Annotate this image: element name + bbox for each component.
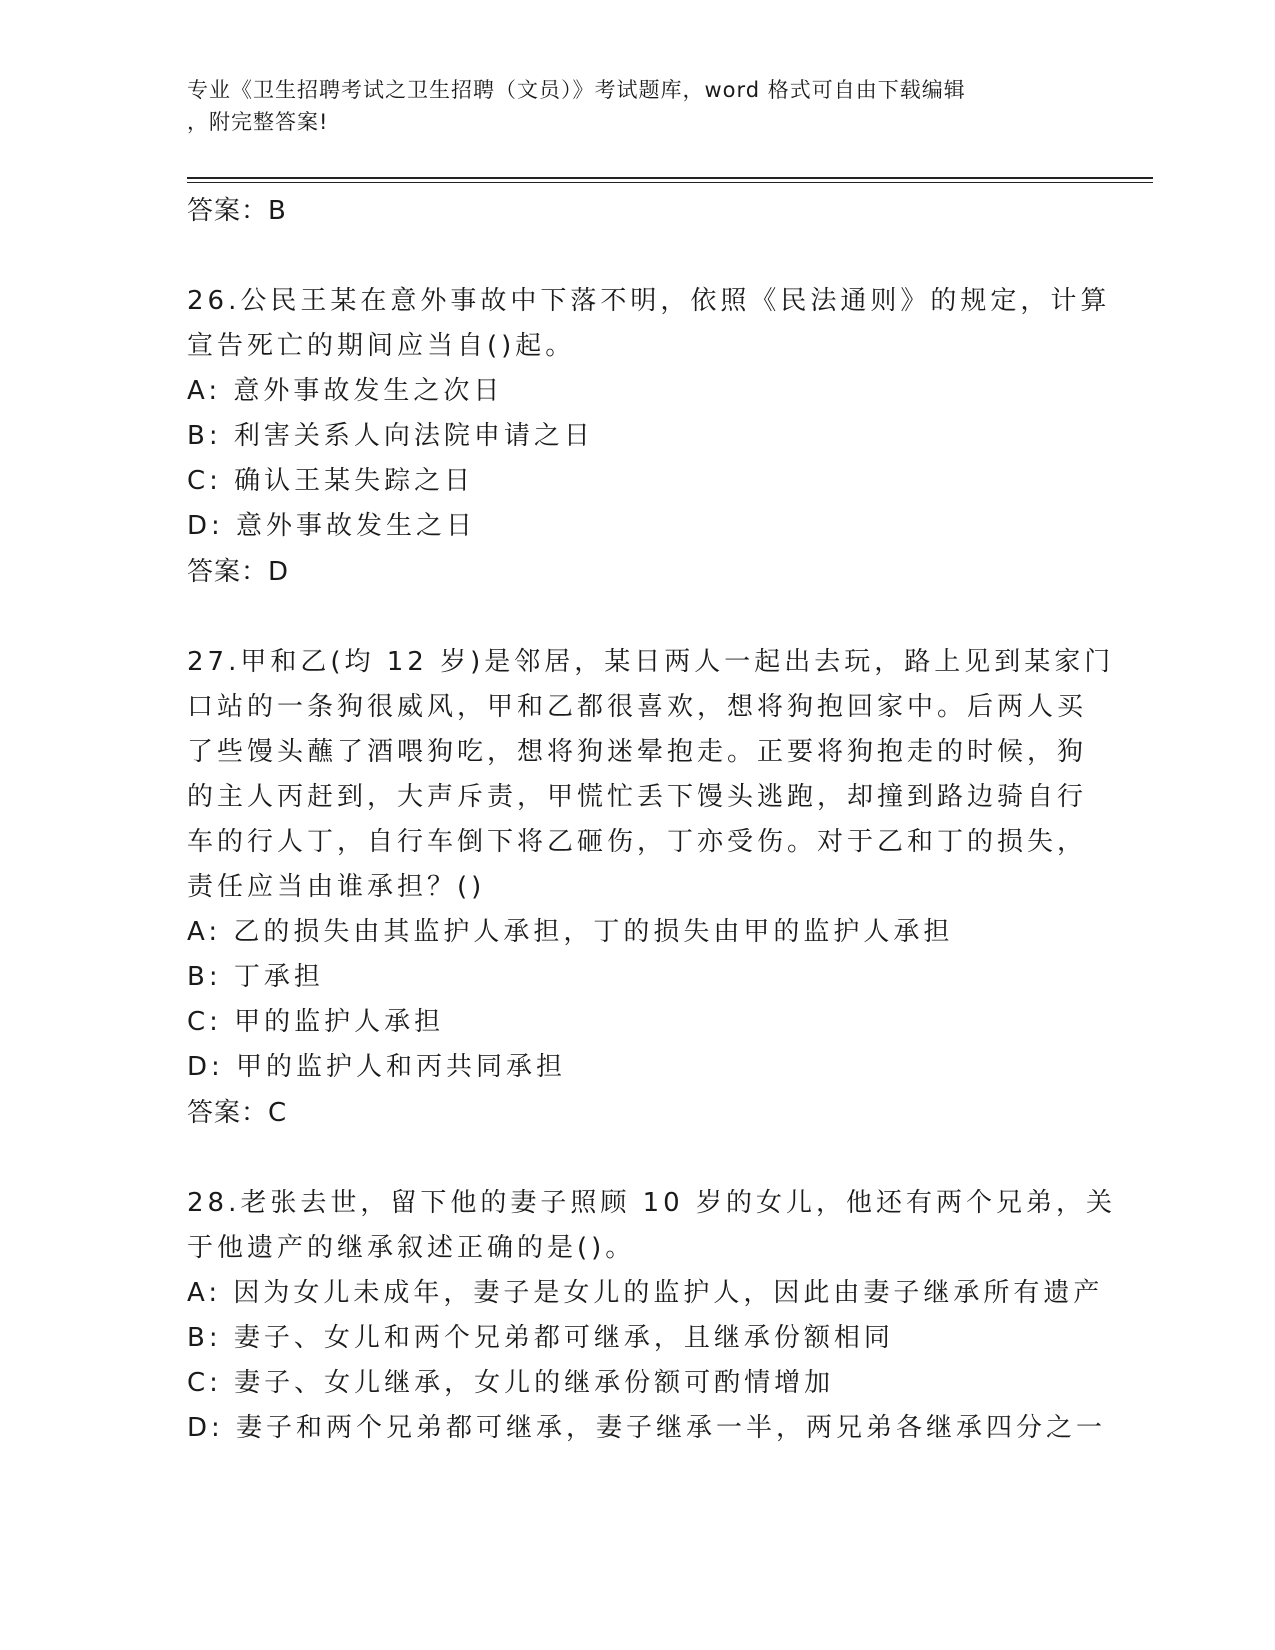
option-d: D: 甲的监护人和丙共同承担 — [187, 1052, 567, 1082]
question-stem-line: 了些馒头蘸了酒喂狗吃，想将狗迷晕抱走。正要将狗抱走的时候，狗 — [187, 737, 1088, 767]
option-b: B: 妻子、女儿和两个兄弟都可继承，且继承份额相同 — [187, 1323, 894, 1353]
option-c: C: 甲的监护人承担 — [187, 1007, 445, 1037]
option-c: C: 确认王某失踪之日 — [187, 466, 475, 496]
question-block — [187, 1181, 1116, 1451]
question-stem-line: 责任应当由谁承担？() — [187, 872, 486, 902]
option-a: A: 意外事故发生之次日 — [187, 376, 504, 406]
answer-label: 答案：C — [187, 1098, 288, 1128]
question-stem-line: 口站的一条狗很威风，甲和乙都很喜欢，想将狗抱回家中。后两人买 — [187, 692, 1088, 722]
option-c: C: 妻子、女儿继承，女儿的继承份额可酌情增加 — [187, 1368, 835, 1398]
question-block — [187, 279, 1111, 595]
option-b: B: 丁承担 — [187, 962, 324, 992]
header-rule-thin — [187, 182, 1153, 183]
question-stem-line: 车的行人丁，自行车倒下将乙砸伤，丁亦受伤。对于乙和丁的损失， — [187, 827, 1088, 857]
question-stem-line: 于他遗产的继承叙述正确的是()。 — [187, 1233, 636, 1263]
option-b: B: 利害关系人向法院申请之日 — [187, 421, 594, 451]
question-stem-line: 的主人丙赶到，大声斥责，甲慌忙丢下馒头逃跑，却撞到路边骑自行 — [187, 782, 1088, 812]
question-stem-line: 宣告死亡的期间应当自()起。 — [187, 331, 576, 361]
question-stem-line: 27.甲和乙(均 12 岁)是邻居，某日两人一起出去玩，路上见到某家门 — [187, 647, 1115, 677]
answer-label: 答案：D — [187, 557, 290, 587]
header-line-1: 专业《卫生招聘考试之卫生招聘（文员）》考试题库，word 格式可自由下载编辑 — [187, 78, 966, 102]
question-block — [187, 640, 1115, 1136]
header-line-2: ，附完整答案! — [187, 110, 329, 134]
option-d: D: 意外事故发生之日 — [187, 511, 477, 541]
question-stem-line: 26.公民王某在意外事故中下落不明，依照《民法通则》的规定，计算 — [187, 286, 1111, 316]
option-a: A: 因为女儿未成年，妻子是女儿的监护人，因此由妻子继承所有遗产 — [187, 1278, 1104, 1308]
question-list — [187, 188, 1116, 1451]
question-stem-line: 28.老张去世，留下他的妻子照顾 10 岁的女儿，他还有两个兄弟，关 — [187, 1188, 1116, 1218]
option-a: A: 乙的损失由其监护人承担，丁的损失由甲的监护人承担 — [187, 917, 954, 947]
page-header — [187, 74, 1067, 138]
header-rule-thick — [187, 177, 1153, 179]
answer-label: 答案：B — [187, 196, 287, 226]
option-d: D: 妻子和两个兄弟都可继承，妻子继承一半，两兄弟各继承四分之一 — [187, 1413, 1107, 1443]
